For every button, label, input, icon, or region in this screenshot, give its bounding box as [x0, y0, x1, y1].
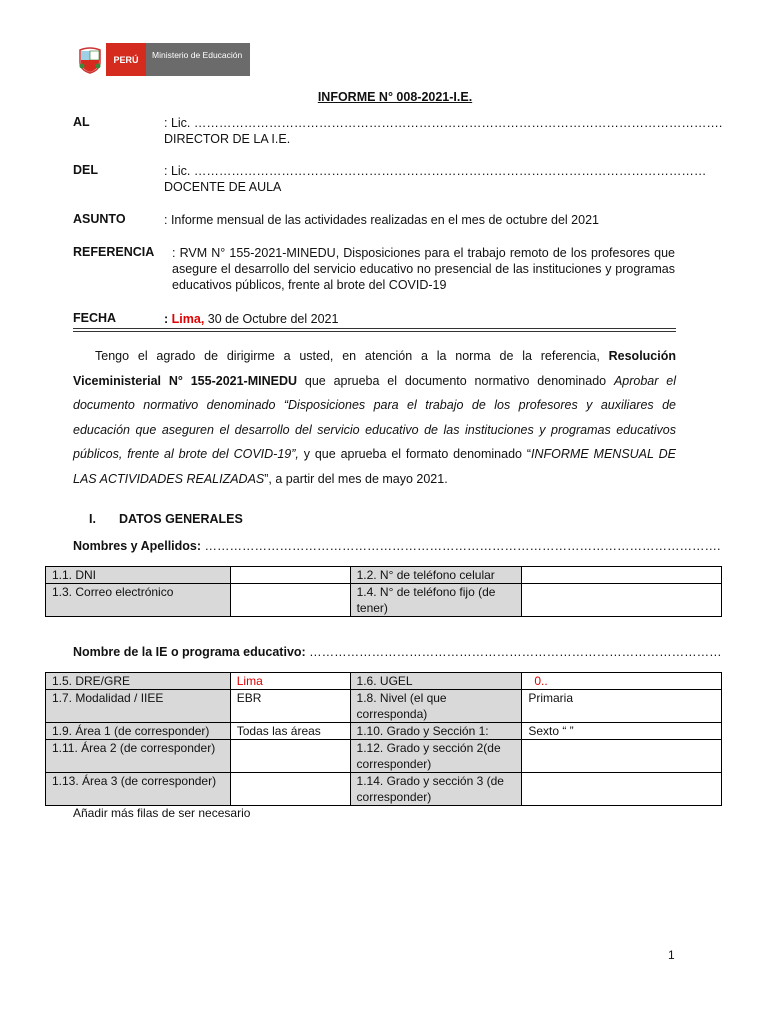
intro-paragraph: Tengo el agrado de dirigirme a usted, en atención a la norma de la referencia, Resolución Viceministerial N° 155-2021-MINEDU que aprueba el documento normativo denominado Aprobar el documento normativo denominado “Disposiciones para el trabajo de los profesores y auxiliares de educación que aseguren el desarrollo del servicio educativo de las instituciones y programas educativos públicos, frente al brote del COVID-19”, y que aprueba el formato denominado “INFORME MENSUAL DE LAS ACTIVIDADES REALIZADAS”, a partir del mes de mayo 2021.	[73, 349, 676, 486]
table-cell: 1.4. N° de teléfono fijo (de tener)	[350, 584, 522, 617]
table-cell: EBR	[230, 690, 350, 723]
table-cell	[522, 567, 722, 584]
table-cell: Primaria	[522, 690, 722, 723]
table-cell: 1.8. Nivel (el que corresponda)	[350, 690, 522, 723]
section-heading: DATOS GENERALES	[119, 512, 243, 526]
nombres-dots: …………………………………………………………………………………………………………….	[201, 539, 721, 553]
table-row	[46, 673, 722, 690]
peru-label: PERÚ	[106, 43, 146, 76]
table-cell: 1.14. Grado y sección 3 (de corresponder)	[350, 773, 522, 806]
datos-table-2	[45, 672, 722, 806]
ie-row	[73, 645, 722, 659]
ministry-name: Ministerio de Educación	[146, 43, 250, 76]
table-cell: Todas las áreas	[230, 723, 350, 740]
table-row	[46, 567, 722, 584]
page-number: 1	[668, 948, 675, 962]
coat-of-arms-icon	[73, 43, 106, 76]
table-cell: 1.3. Correo electrónico	[46, 584, 231, 617]
fecha-city: Lima,	[171, 312, 205, 326]
table-cell	[522, 740, 722, 773]
referencia-label: REFERENCIA	[73, 245, 155, 259]
table-row	[46, 690, 722, 723]
nombres-label: Nombres y Apellidos:	[73, 539, 202, 553]
datos-table-1	[45, 566, 722, 617]
table-cell: 1.9. Área 1 (de corresponder)	[46, 723, 231, 740]
table-row	[46, 584, 722, 617]
table-cell	[230, 773, 350, 806]
referencia-text: : RVM N° 155-2021-MINEDU, Disposiciones para el trabajo remoto de los profesores que asegure el desarrollo del servicio educativo no presencial de las instituciones y programas educativos públicos, frente al brote del COVID-19	[172, 246, 675, 292]
table-cell	[230, 584, 350, 617]
add-rows-note: Añadir más filas de ser necesario	[73, 806, 251, 820]
table-row	[46, 723, 722, 740]
divider-top	[73, 328, 676, 329]
table-cell: 1.12. Grado y sección 2(de corresponder)	[350, 740, 522, 773]
fecha-date: 30 de Octubre del 2021	[204, 312, 339, 326]
al-line2: DIRECTOR DE LA I.E.	[164, 132, 291, 146]
del-line1: : Lic. ……………………………………………………………………………………………………………	[164, 164, 707, 178]
table-cell: Lima	[230, 673, 350, 690]
ministry-logo	[73, 43, 250, 76]
table-cell	[230, 567, 350, 584]
section-number: I.	[89, 512, 96, 526]
table-cell	[230, 740, 350, 773]
al-label: AL	[73, 115, 90, 129]
asunto-label: ASUNTO	[73, 212, 126, 226]
ie-dots: ………………………………………………………………………………………	[305, 645, 722, 659]
table-row	[46, 740, 722, 773]
table-cell	[522, 584, 722, 617]
table-cell	[522, 773, 722, 806]
table-cell: 1.10. Grado y Sección 1:	[350, 723, 522, 740]
table-cell: 1.7. Modalidad / IIEE	[46, 690, 231, 723]
nombres-row	[73, 539, 721, 553]
document-title: INFORME N° 008-2021-I.E.	[317, 90, 473, 104]
fecha-value: : Lima, 30 de Octubre del 2021	[164, 312, 339, 326]
table-cell: 1.13. Área 3 (de corresponder)	[46, 773, 231, 806]
table-cell: Sexto “ ”	[522, 723, 722, 740]
fecha-label: FECHA	[73, 311, 117, 325]
ie-label: Nombre de la IE o programa educativo:	[73, 645, 306, 659]
table-row	[46, 773, 722, 806]
table-cell: 1.5. DRE/GRE	[46, 673, 231, 690]
table-cell: 1.6. UGEL	[350, 673, 522, 690]
table-cell: 1.11. Área 2 (de corresponder)	[46, 740, 231, 773]
al-line1: : Lic. ……………………………………………………………………………………………………………….	[164, 116, 723, 130]
table-cell: 1.1. DNI	[46, 567, 231, 584]
table-cell: 0..	[522, 673, 722, 690]
table-cell: 1.2. N° de teléfono celular	[350, 567, 522, 584]
del-line2: DOCENTE DE AULA	[164, 180, 282, 194]
asunto-text: : Informe mensual de las actividades realizadas en el mes de octubre del 2021	[164, 213, 599, 227]
divider-bottom	[73, 331, 676, 332]
del-label: DEL	[73, 163, 98, 177]
